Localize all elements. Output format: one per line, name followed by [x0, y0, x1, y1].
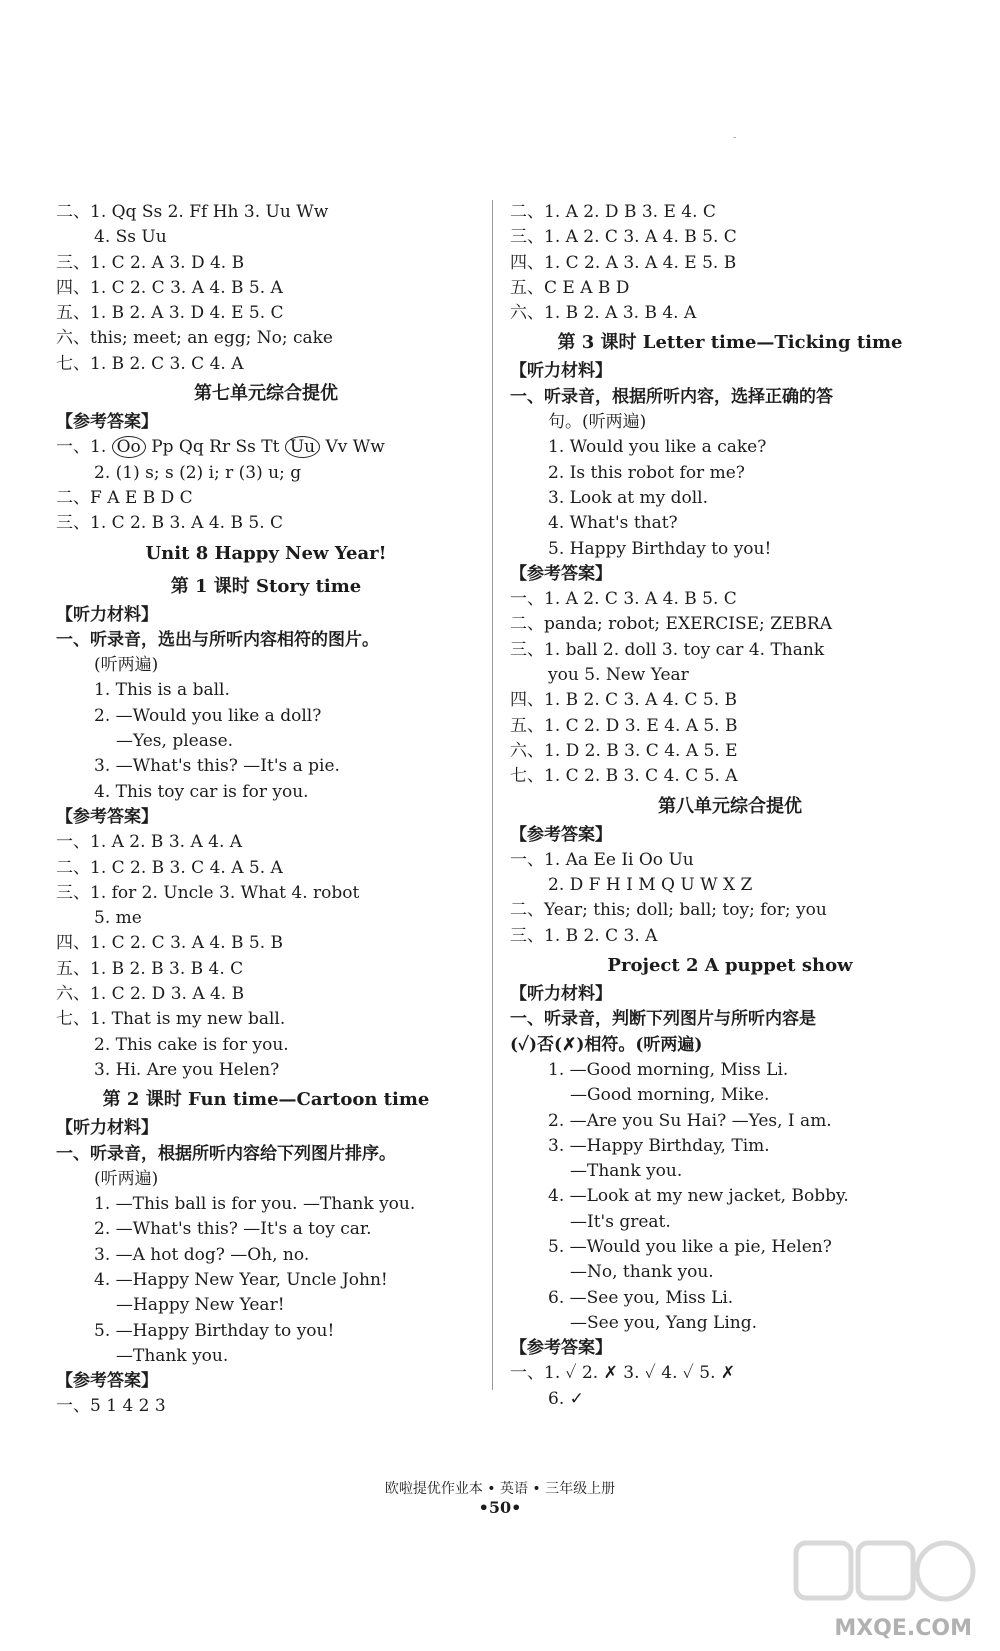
indented-line: 4. —Look at my new jacket, Bobby. [548, 1186, 849, 1207]
indented-line: 4. —Happy New Year, Uncle John! [94, 1269, 388, 1290]
section-tag: 【参考答案】 [56, 412, 158, 433]
dialog-reply-line: —Happy New Year! [116, 1295, 285, 1316]
indented-line: 3. —A hot dog? —Oh, no. [94, 1244, 310, 1265]
dialog-reply-line: —It's great. [570, 1211, 671, 1232]
indented-line: 2. (1) s; s (2) i; r (3) u; g [94, 462, 302, 483]
indented-line: 4. What's that? [548, 513, 678, 534]
answer-line: 三、1. for 2. Uncle 3. What 4. robot [56, 882, 360, 903]
answer-line: 二、panda; robot; EXERCISE; ZEBRA [510, 614, 832, 635]
circled-letter: Uu [285, 436, 320, 458]
section-tag: 【参考答案】 [510, 1338, 612, 1359]
indented-line: 3. —Happy Birthday, Tim. [548, 1135, 770, 1156]
answer-line: 六、1. C 2. D 3. A 4. B [56, 984, 245, 1005]
indented-line: 5. —Happy Birthday to you! [94, 1320, 335, 1341]
answer-line: 一、1. Aa Ee Ii Oo Uu [510, 849, 694, 870]
circled-letter: Oo [112, 436, 146, 458]
answer-line: 七、1. C 2. B 3. C 4. C 5. A [510, 766, 738, 787]
answer-line: 四、1. B 2. C 3. A 4. C 5. B [510, 690, 738, 711]
section-title: 第 3 课时 Letter time—Ticking time [557, 332, 903, 354]
answer-line: 七、1. B 2. C 3. C 4. A [56, 353, 244, 374]
answer-line: 一、1. A 2. B 3. A 4. A [56, 832, 243, 853]
indented-line: 5. me [94, 908, 142, 929]
indented-line: 3. —What's this? —It's a pie. [94, 756, 340, 777]
dialog-reply-line: —No, thank you. [570, 1262, 714, 1283]
section-title: Project 2 A puppet show [607, 955, 853, 977]
indented-line: you 5. New Year [548, 665, 689, 686]
answer-line: 五、1. B 2. B 3. B 4. C [56, 958, 244, 979]
indented-line: 1. This is a ball. [94, 680, 230, 701]
indented-line: (听两遍) [94, 1168, 159, 1189]
circled-answer-line [56, 435, 476, 460]
answer-line: 六、1. D 2. B 3. C 4. A 5. E [510, 740, 738, 761]
answer-line: 二、F A E B D C [56, 487, 193, 508]
answer-line: 三、1. A 2. C 3. A 4. B 5. C [510, 227, 737, 248]
answer-line: 二、1. C 2. B 3. C 4. A 5. A [56, 857, 283, 878]
answer-line: 一、1. ✓ 2. ✗ 3. ✓ 4. ✓ 5. ✗ [510, 1363, 736, 1384]
indented-line: 4. This toy car is for you. [94, 781, 309, 802]
dialog-reply-line: —See you, Yang Ling. [570, 1312, 757, 1333]
indented-line: (听两遍) [94, 655, 159, 676]
section-tag: 【听力材料】 [510, 361, 612, 382]
answer-line: 三、1. C 2. A 3. D 4. B [56, 252, 245, 273]
column-divider [492, 200, 493, 1390]
indented-line: 3. Look at my doll. [548, 487, 708, 508]
answer-line: 二、Year; this; doll; ball; toy; for; you [510, 900, 827, 921]
answer-line: 一、1. A 2. C 3. A 4. B 5. C [510, 589, 737, 610]
right-column [510, 200, 950, 1412]
answer-line: 五、1. B 2. A 3. D 4. E 5. C [56, 303, 284, 324]
answer-line: 五、1. C 2. D 3. E 4. A 5. B [510, 715, 738, 736]
section-tag: 【听力材料】 [56, 1118, 158, 1139]
indented-line: 5. —Would you like a pie, Helen? [548, 1236, 832, 1257]
left-column [56, 200, 476, 1420]
indented-line: 2. —Are you Su Hai? —Yes, I am. [548, 1110, 832, 1131]
answer-line: 六、this; meet; an egg; No; cake [56, 328, 333, 349]
question-prompt: 一、听录音，根据所听内容，选择正确的答 [510, 386, 833, 407]
indented-line: 6. —See you, Miss Li. [548, 1287, 734, 1308]
section-tag: 【参考答案】 [56, 806, 158, 827]
answer-line: 七、1. That is my new ball. [56, 1009, 286, 1030]
indented-line: 1. —Good morning, Miss Li. [548, 1059, 789, 1080]
question-prompt: 一、听录音，根据所听内容给下列图片排序。 [56, 1143, 396, 1164]
answer-line: 二、1. A 2. D B 3. E 4. C [510, 202, 716, 222]
indented-line: 3. Hi. Are you Helen? [94, 1059, 280, 1080]
indented-line: 句。(听两遍) [548, 412, 647, 433]
answer-line: 四、1. C 2. C 3. A 4. B 5. A [56, 277, 283, 298]
indented-line: 2. —Would you like a doll? [94, 705, 322, 726]
indented-line: 6. ✓ [548, 1388, 584, 1409]
indented-line: 1. —This ball is for you. —Thank you. [94, 1194, 416, 1215]
dialog-reply-line: —Good morning, Mike. [570, 1085, 770, 1106]
indented-line: 2. D F H I M Q U W X Z [548, 875, 753, 896]
section-title: Unit 8 Happy New Year! [145, 542, 387, 564]
answer-line: 五、C E A B D [510, 277, 630, 298]
book-title: 欧啦提优作业本 • 英语 • 三年级上册 [384, 1481, 616, 1497]
watermark-text: MXQE.COM [834, 1616, 972, 1641]
question-prompt-cont: (✓)否(✗)相符。(听两遍) [510, 1034, 703, 1055]
answer-line: 六、1. B 2. A 3. B 4. A [510, 303, 697, 324]
section-tag: 【听力材料】 [510, 984, 612, 1005]
answer-line: 四、1. C 2. C 3. A 4. B 5. B [56, 933, 284, 954]
dialog-reply-line: —Thank you. [570, 1161, 683, 1182]
dialog-reply-line: —Yes, please. [116, 731, 234, 752]
answer-line: 三、1. ball 2. doll 3. toy car 4. Thank [510, 639, 825, 660]
line-text: Pp Qq Rr Ss Tt [145, 437, 285, 458]
question-prompt: 一、听录音，判断下列图片与所听内容是 [510, 1009, 816, 1030]
indented-line: 2. This cake is for you. [94, 1034, 289, 1055]
section-title: 第 1 课时 Story time [170, 575, 362, 597]
page-number: •50• [478, 1498, 522, 1517]
section-tag: 【参考答案】 [56, 1371, 158, 1392]
indented-line: 2. Is this robot for me? [548, 462, 745, 483]
indented-line: 5. Happy Birthday to you! [548, 538, 772, 559]
answer-line: 一、5 1 4 2 3 [56, 1396, 166, 1417]
line-text: 一、1. [56, 437, 112, 458]
answer-line: 三、1. B 2. C 3. A [510, 925, 658, 946]
answer-line: 四、1. C 2. A 3. A 4. E 5. B [510, 252, 737, 273]
section-tag: 【听力材料】 [56, 604, 158, 625]
indented-line: 4. Ss Uu [94, 227, 167, 248]
section-title: 第 2 课时 Fun time—Cartoon time [102, 1089, 430, 1111]
answer-line: 三、1. C 2. B 3. A 4. B 5. C [56, 513, 284, 534]
section-tag: 【参考答案】 [510, 563, 612, 584]
dialog-reply-line: —Thank you. [116, 1345, 229, 1366]
indented-line: 2. —What's this? —It's a toy car. [94, 1219, 372, 1240]
question-prompt: 一、听录音，选出与所听内容相符的图片。 [56, 629, 379, 650]
scan-speck [733, 137, 736, 138]
section-title: 第八单元综合提优 [658, 795, 802, 817]
indented-line: 1. Would you like a cake? [548, 437, 767, 458]
section-tag: 【参考答案】 [510, 824, 612, 845]
line-text: Vv Ww [320, 437, 385, 458]
section-title: 第七单元综合提优 [194, 383, 338, 405]
answer-line: 二、1. Qq Ss 2. Ff Hh 3. Uu Ww [56, 202, 329, 222]
